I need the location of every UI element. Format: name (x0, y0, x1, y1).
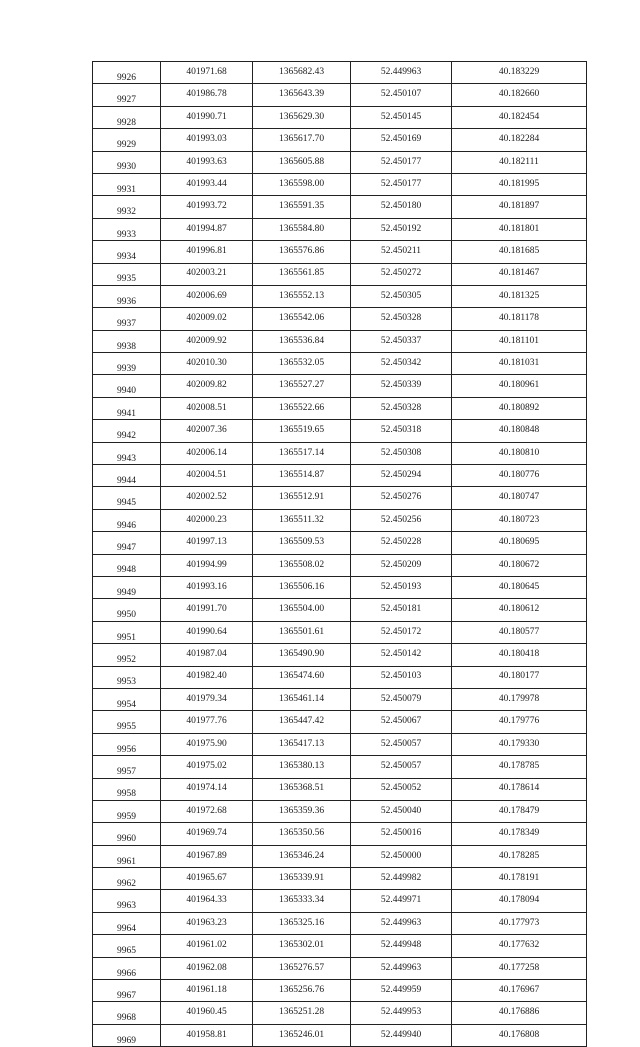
x-coordinate-cell: 401963.23 (161, 912, 253, 934)
latitude-cell: 52.450180 (351, 196, 452, 218)
table-row (93, 823, 587, 845)
latitude-cell: 52.450057 (351, 733, 452, 755)
x-coordinate-cell: 401986.78 (161, 84, 253, 106)
table-row (93, 285, 587, 307)
x-coordinate-cell: 401972.68 (161, 800, 253, 822)
point-number-cell: 9934 (93, 241, 161, 263)
point-number-cell: 9928 (93, 106, 161, 128)
latitude-cell: 52.450276 (351, 487, 452, 509)
x-coordinate-cell: 401958.81 (161, 1024, 253, 1046)
longitude-cell: 40.181897 (452, 196, 587, 218)
latitude-cell: 52.449963 (351, 957, 452, 979)
point-number-cell: 9961 (93, 845, 161, 867)
y-coordinate-cell: 1365584.80 (253, 218, 351, 240)
y-coordinate-cell: 1365542.06 (253, 308, 351, 330)
point-number-cell: 9944 (93, 465, 161, 487)
table-row (93, 151, 587, 173)
x-coordinate-cell: 401961.18 (161, 980, 253, 1002)
y-coordinate-cell: 1365629.30 (253, 106, 351, 128)
x-coordinate-cell: 402010.30 (161, 353, 253, 375)
latitude-cell: 52.449982 (351, 868, 452, 890)
longitude-cell: 40.182111 (452, 151, 587, 173)
point-number-cell: 9933 (93, 218, 161, 240)
longitude-cell: 40.181995 (452, 173, 587, 195)
table-row (93, 196, 587, 218)
latitude-cell: 52.450256 (351, 509, 452, 531)
x-coordinate-cell: 401962.08 (161, 957, 253, 979)
longitude-cell: 40.178349 (452, 823, 587, 845)
longitude-cell: 40.176967 (452, 980, 587, 1002)
latitude-cell: 52.450342 (351, 353, 452, 375)
x-coordinate-cell: 402009.92 (161, 330, 253, 352)
longitude-cell: 40.180672 (452, 554, 587, 576)
longitude-cell: 40.180848 (452, 420, 587, 442)
point-number-cell: 9964 (93, 912, 161, 934)
point-number-cell: 9950 (93, 599, 161, 621)
y-coordinate-cell: 1365359.36 (253, 800, 351, 822)
latitude-cell: 52.450181 (351, 599, 452, 621)
x-coordinate-cell: 402000.23 (161, 509, 253, 531)
latitude-cell: 52.450016 (351, 823, 452, 845)
point-number-cell: 9946 (93, 509, 161, 531)
longitude-cell: 40.179776 (452, 711, 587, 733)
table-row (93, 465, 587, 487)
latitude-cell: 52.449963 (351, 912, 452, 934)
longitude-cell: 40.182454 (452, 106, 587, 128)
y-coordinate-cell: 1365511.32 (253, 509, 351, 531)
longitude-cell: 40.180892 (452, 397, 587, 419)
x-coordinate-cell: 402006.69 (161, 285, 253, 307)
longitude-cell: 40.178785 (452, 756, 587, 778)
x-coordinate-cell: 402003.21 (161, 263, 253, 285)
table-row (93, 935, 587, 957)
longitude-cell: 40.180577 (452, 621, 587, 643)
y-coordinate-cell: 1365506.16 (253, 576, 351, 598)
point-number-cell: 9953 (93, 666, 161, 688)
latitude-cell: 52.450177 (351, 173, 452, 195)
table-row (93, 532, 587, 554)
longitude-cell: 40.181325 (452, 285, 587, 307)
latitude-cell: 52.450328 (351, 308, 452, 330)
longitude-cell: 40.181467 (452, 263, 587, 285)
y-coordinate-cell: 1365490.90 (253, 644, 351, 666)
point-number-cell: 9956 (93, 733, 161, 755)
x-coordinate-cell: 401993.16 (161, 576, 253, 598)
longitude-cell: 40.180612 (452, 599, 587, 621)
table-row (93, 576, 587, 598)
longitude-cell: 40.177973 (452, 912, 587, 934)
x-coordinate-cell: 401987.04 (161, 644, 253, 666)
table-row (93, 241, 587, 263)
y-coordinate-cell: 1365346.24 (253, 845, 351, 867)
x-coordinate-cell: 401977.76 (161, 711, 253, 733)
y-coordinate-cell: 1365380.13 (253, 756, 351, 778)
longitude-cell: 40.180695 (452, 532, 587, 554)
point-number-cell: 9942 (93, 420, 161, 442)
latitude-cell: 52.450052 (351, 778, 452, 800)
y-coordinate-cell: 1365576.86 (253, 241, 351, 263)
table-row (93, 778, 587, 800)
x-coordinate-cell: 401994.99 (161, 554, 253, 576)
point-number-cell: 9929 (93, 129, 161, 151)
table-row (93, 688, 587, 710)
point-number-cell: 9965 (93, 935, 161, 957)
point-number-cell: 9945 (93, 487, 161, 509)
y-coordinate-cell: 1365501.61 (253, 621, 351, 643)
x-coordinate-cell: 402002.52 (161, 487, 253, 509)
y-coordinate-cell: 1365276.57 (253, 957, 351, 979)
longitude-cell: 40.180418 (452, 644, 587, 666)
point-number-cell: 9959 (93, 800, 161, 822)
y-coordinate-cell: 1365474.60 (253, 666, 351, 688)
latitude-cell: 52.450103 (351, 666, 452, 688)
table-row (93, 980, 587, 1002)
y-coordinate-cell: 1365509.53 (253, 532, 351, 554)
longitude-cell: 40.177632 (452, 935, 587, 957)
y-coordinate-cell: 1365643.39 (253, 84, 351, 106)
longitude-cell: 40.181801 (452, 218, 587, 240)
x-coordinate-cell: 401979.34 (161, 688, 253, 710)
table-row (93, 845, 587, 867)
x-coordinate-cell: 401964.33 (161, 890, 253, 912)
y-coordinate-cell: 1365350.56 (253, 823, 351, 845)
table-row (93, 487, 587, 509)
point-number-cell: 9960 (93, 823, 161, 845)
latitude-cell: 52.450040 (351, 800, 452, 822)
point-number-cell: 9930 (93, 151, 161, 173)
x-coordinate-cell: 402004.51 (161, 465, 253, 487)
latitude-cell: 52.450000 (351, 845, 452, 867)
longitude-cell: 40.180747 (452, 487, 587, 509)
table-row (93, 890, 587, 912)
table-row (93, 756, 587, 778)
point-number-cell: 9951 (93, 621, 161, 643)
point-number-cell: 9937 (93, 308, 161, 330)
y-coordinate-cell: 1365536.84 (253, 330, 351, 352)
table-row (93, 554, 587, 576)
longitude-cell: 40.180961 (452, 375, 587, 397)
x-coordinate-cell: 401994.87 (161, 218, 253, 240)
y-coordinate-cell: 1365682.43 (253, 62, 351, 84)
x-coordinate-cell: 401971.68 (161, 62, 253, 84)
y-coordinate-cell: 1365514.87 (253, 465, 351, 487)
latitude-cell: 52.450318 (351, 420, 452, 442)
y-coordinate-cell: 1365368.51 (253, 778, 351, 800)
latitude-cell: 52.449971 (351, 890, 452, 912)
point-number-cell: 9926 (93, 62, 161, 84)
point-number-cell: 9935 (93, 263, 161, 285)
point-number-cell: 9955 (93, 711, 161, 733)
latitude-cell: 52.450272 (351, 263, 452, 285)
point-number-cell: 9966 (93, 957, 161, 979)
point-number-cell: 9940 (93, 375, 161, 397)
longitude-cell: 40.177258 (452, 957, 587, 979)
table-row (93, 308, 587, 330)
latitude-cell: 52.450305 (351, 285, 452, 307)
table-row (93, 263, 587, 285)
latitude-cell: 52.449959 (351, 980, 452, 1002)
x-coordinate-cell: 401961.02 (161, 935, 253, 957)
table-row (93, 173, 587, 195)
longitude-cell: 40.179330 (452, 733, 587, 755)
x-coordinate-cell: 401960.45 (161, 1002, 253, 1024)
point-number-cell: 9968 (93, 1002, 161, 1024)
latitude-cell: 52.450177 (351, 151, 452, 173)
latitude-cell: 52.450142 (351, 644, 452, 666)
point-number-cell: 9952 (93, 644, 161, 666)
latitude-cell: 52.450192 (351, 218, 452, 240)
point-number-cell: 9938 (93, 330, 161, 352)
table-row (93, 599, 587, 621)
latitude-cell: 52.449953 (351, 1002, 452, 1024)
point-number-cell: 9932 (93, 196, 161, 218)
latitude-cell: 52.450308 (351, 442, 452, 464)
point-number-cell: 9939 (93, 353, 161, 375)
table-row (93, 800, 587, 822)
point-number-cell: 9948 (93, 554, 161, 576)
y-coordinate-cell: 1365339.91 (253, 868, 351, 890)
latitude-cell: 52.450193 (351, 576, 452, 598)
latitude-cell: 52.450057 (351, 756, 452, 778)
table-row (93, 644, 587, 666)
table-row (93, 666, 587, 688)
y-coordinate-cell: 1365447.42 (253, 711, 351, 733)
longitude-cell: 40.180810 (452, 442, 587, 464)
table-row (93, 733, 587, 755)
point-number-cell: 9936 (93, 285, 161, 307)
point-number-cell: 9967 (93, 980, 161, 1002)
latitude-cell: 52.449948 (351, 935, 452, 957)
y-coordinate-cell: 1365325.16 (253, 912, 351, 934)
x-coordinate-cell: 401996.81 (161, 241, 253, 263)
y-coordinate-cell: 1365519.65 (253, 420, 351, 442)
point-number-cell: 9962 (93, 868, 161, 890)
y-coordinate-cell: 1365532.05 (253, 353, 351, 375)
x-coordinate-cell: 402006.14 (161, 442, 253, 464)
y-coordinate-cell: 1365591.35 (253, 196, 351, 218)
point-number-cell: 9963 (93, 890, 161, 912)
point-number-cell: 9941 (93, 397, 161, 419)
latitude-cell: 52.450079 (351, 688, 452, 710)
latitude-cell: 52.450211 (351, 241, 452, 263)
latitude-cell: 52.450339 (351, 375, 452, 397)
longitude-cell: 40.178614 (452, 778, 587, 800)
y-coordinate-cell: 1365522.66 (253, 397, 351, 419)
table-row (93, 957, 587, 979)
coordinate-table (92, 61, 587, 1047)
x-coordinate-cell: 401991.70 (161, 599, 253, 621)
point-number-cell: 9931 (93, 173, 161, 195)
longitude-cell: 40.181101 (452, 330, 587, 352)
y-coordinate-cell: 1365256.76 (253, 980, 351, 1002)
latitude-cell: 52.449963 (351, 62, 452, 84)
y-coordinate-cell: 1365517.14 (253, 442, 351, 464)
latitude-cell: 52.450107 (351, 84, 452, 106)
latitude-cell: 52.450228 (351, 532, 452, 554)
longitude-cell: 40.183229 (452, 62, 587, 84)
coordinate-table-body (93, 62, 587, 1047)
x-coordinate-cell: 401993.72 (161, 196, 253, 218)
x-coordinate-cell: 401993.44 (161, 173, 253, 195)
longitude-cell: 40.181031 (452, 353, 587, 375)
x-coordinate-cell: 401975.02 (161, 756, 253, 778)
x-coordinate-cell: 402009.02 (161, 308, 253, 330)
longitude-cell: 40.180177 (452, 666, 587, 688)
y-coordinate-cell: 1365302.01 (253, 935, 351, 957)
x-coordinate-cell: 401993.63 (161, 151, 253, 173)
table-row (93, 84, 587, 106)
x-coordinate-cell: 402009.82 (161, 375, 253, 397)
latitude-cell: 52.450294 (351, 465, 452, 487)
y-coordinate-cell: 1365552.13 (253, 285, 351, 307)
latitude-cell: 52.450337 (351, 330, 452, 352)
longitude-cell: 40.182660 (452, 84, 587, 106)
latitude-cell: 52.449940 (351, 1024, 452, 1046)
y-coordinate-cell: 1365333.34 (253, 890, 351, 912)
y-coordinate-cell: 1365504.00 (253, 599, 351, 621)
point-number-cell: 9954 (93, 688, 161, 710)
x-coordinate-cell: 401967.89 (161, 845, 253, 867)
longitude-cell: 40.181178 (452, 308, 587, 330)
longitude-cell: 40.180723 (452, 509, 587, 531)
y-coordinate-cell: 1365617.70 (253, 129, 351, 151)
y-coordinate-cell: 1365246.01 (253, 1024, 351, 1046)
table-row (93, 129, 587, 151)
x-coordinate-cell: 401990.71 (161, 106, 253, 128)
y-coordinate-cell: 1365417.13 (253, 733, 351, 755)
latitude-cell: 52.450172 (351, 621, 452, 643)
y-coordinate-cell: 1365251.28 (253, 1002, 351, 1024)
latitude-cell: 52.450328 (351, 397, 452, 419)
latitude-cell: 52.450209 (351, 554, 452, 576)
x-coordinate-cell: 402008.51 (161, 397, 253, 419)
y-coordinate-cell: 1365508.02 (253, 554, 351, 576)
longitude-cell: 40.176808 (452, 1024, 587, 1046)
x-coordinate-cell: 401997.13 (161, 532, 253, 554)
longitude-cell: 40.182284 (452, 129, 587, 151)
y-coordinate-cell: 1365527.27 (253, 375, 351, 397)
table-row (93, 868, 587, 890)
table-row (93, 1002, 587, 1024)
table-row (93, 353, 587, 375)
longitude-cell: 40.178285 (452, 845, 587, 867)
x-coordinate-cell: 401993.03 (161, 129, 253, 151)
table-row (93, 330, 587, 352)
latitude-cell: 52.450145 (351, 106, 452, 128)
y-coordinate-cell: 1365561.85 (253, 263, 351, 285)
table-row (93, 442, 587, 464)
table-row (93, 375, 587, 397)
table-row (93, 218, 587, 240)
table-row (93, 621, 587, 643)
latitude-cell: 52.450067 (351, 711, 452, 733)
x-coordinate-cell: 401975.90 (161, 733, 253, 755)
y-coordinate-cell: 1365598.00 (253, 173, 351, 195)
point-number-cell: 9957 (93, 756, 161, 778)
x-coordinate-cell: 401969.74 (161, 823, 253, 845)
y-coordinate-cell: 1365605.88 (253, 151, 351, 173)
point-number-cell: 9947 (93, 532, 161, 554)
table-row (93, 420, 587, 442)
longitude-cell: 40.181685 (452, 241, 587, 263)
table-row (93, 509, 587, 531)
point-number-cell: 9927 (93, 84, 161, 106)
x-coordinate-cell: 401990.64 (161, 621, 253, 643)
longitude-cell: 40.179978 (452, 688, 587, 710)
table-row (93, 1024, 587, 1046)
point-number-cell: 9943 (93, 442, 161, 464)
y-coordinate-cell: 1365512.91 (253, 487, 351, 509)
longitude-cell: 40.176886 (452, 1002, 587, 1024)
x-coordinate-cell: 401982.40 (161, 666, 253, 688)
table-row (93, 711, 587, 733)
longitude-cell: 40.178479 (452, 800, 587, 822)
table-row (93, 912, 587, 934)
x-coordinate-cell: 401965.67 (161, 868, 253, 890)
table-row (93, 106, 587, 128)
longitude-cell: 40.178191 (452, 868, 587, 890)
point-number-cell: 9949 (93, 576, 161, 598)
y-coordinate-cell: 1365461.14 (253, 688, 351, 710)
x-coordinate-cell: 401974.14 (161, 778, 253, 800)
longitude-cell: 40.178094 (452, 890, 587, 912)
longitude-cell: 40.180645 (452, 576, 587, 598)
longitude-cell: 40.180776 (452, 465, 587, 487)
point-number-cell: 9969 (93, 1024, 161, 1046)
table-row (93, 397, 587, 419)
latitude-cell: 52.450169 (351, 129, 452, 151)
table-row (93, 62, 587, 84)
point-number-cell: 9958 (93, 778, 161, 800)
x-coordinate-cell: 402007.36 (161, 420, 253, 442)
